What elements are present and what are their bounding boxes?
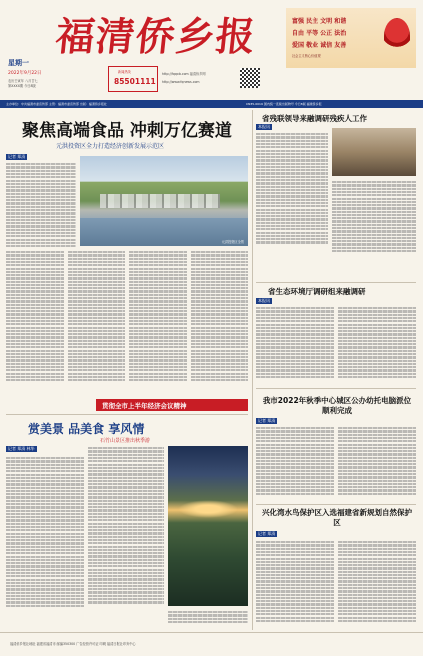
right-story-4-title: 兴化湾水鸟保护区入选福建省新规划自然保护区 (262, 508, 412, 527)
strip-top (0, 100, 423, 108)
right-story-3-tag: 记者 郑清 (258, 418, 276, 423)
second-body-col1 (6, 456, 84, 608)
banner-text: 贯彻全市上半年经济会议精神 (102, 402, 187, 410)
masthead-title: 福清侨乡报 (53, 14, 259, 60)
vertical-divider (252, 110, 253, 630)
site-line-2[interactable]: http://www.fqnews.com (162, 80, 200, 84)
right-story-2-body (256, 306, 416, 384)
issue-number: 第XXXX期 今日8版 (8, 84, 36, 88)
right-story-2-title: 省生态环境厅调研组来融调研 (268, 287, 366, 296)
lead-photo-caption: 元洪投资区全景 (221, 240, 244, 244)
site-line-1[interactable]: http://fqqxb.com 福清侨乡网 (162, 72, 206, 76)
hotline-label: 新闻热线 (118, 70, 131, 74)
qr-code (240, 68, 260, 88)
rule-r3 (256, 504, 416, 505)
banner (96, 399, 248, 411)
right-story-4-body (256, 540, 416, 628)
footer (0, 640, 423, 650)
hotline-box (108, 66, 158, 92)
second-photo (168, 446, 248, 606)
rule-mid (6, 414, 248, 415)
slogan-line-3: 爱国 敬业 诚信 友善 (292, 42, 347, 49)
lead-photo (80, 156, 248, 246)
right-story-1-body (256, 132, 328, 245)
slogan-line-1: 富强 民主 文明 和谐 (292, 18, 347, 25)
second-body-col2 (88, 446, 164, 605)
lead-title: 聚焦高端食品 冲刺万亿赛道 (22, 121, 232, 141)
slogan-panel (286, 8, 416, 68)
second-tag: 记者 郑清 林华 (8, 446, 35, 451)
second-body-col3 (168, 610, 248, 624)
masthead (0, 0, 423, 100)
rule-bottom (0, 632, 423, 633)
lead-body (6, 250, 248, 395)
right-story-3-title: 我市2022年秋季中心城区公办幼托电脑派位顺利完成 (262, 396, 412, 415)
lead-subtitle: 元洪投资区全力打造经济创新发展示范区 (56, 143, 165, 150)
second-title: 赏美景 品美食 享风情 (28, 422, 145, 436)
second-subtitle: 石竹山景区推出秋季游 (100, 438, 151, 444)
right-story-2-tag: 本报讯 (258, 298, 270, 303)
right-story-1-tag: 本报讯 (258, 124, 270, 129)
lead-tag: 记者 郑清 (8, 154, 26, 159)
rule-r1 (256, 282, 416, 283)
slogan-emblem-icon (384, 18, 410, 54)
lead-col-1 (6, 162, 76, 248)
hotline-number: 85501111 (114, 77, 156, 86)
lunar-date: 农历壬寅年 八月廿七 (8, 79, 38, 83)
strip-left: 主办单位：中共福清市委宣传部 主管：福清市委宣传部 出版：福清侨乡报社 (6, 102, 107, 106)
slogan-line-2: 自由 平等 公正 法治 (292, 30, 347, 37)
right-story-1-photo (332, 128, 416, 176)
strip-right: CN35-0019 国内统一连续出版物号 今日8版 福建侨乡报 (246, 102, 322, 106)
edition-label: 星期一 (8, 59, 29, 67)
right-story-1-title: 省残联领导来融调研残疾人工作 (262, 114, 367, 123)
right-story-4-tag: 记者 郑清 (258, 531, 276, 536)
right-story-1-body-b (332, 180, 416, 253)
slogan-tag: 社会主义核心价值观 (292, 54, 321, 58)
date-line: 2022年9月22日 (8, 71, 42, 76)
right-story-3-body (256, 426, 416, 502)
footer-text: 福清侨乡报社地址 福建省福清市 邮编350300 广告经营许可证 印刷 福清日报社印务中心 (10, 642, 136, 646)
rule-r2 (256, 388, 416, 389)
